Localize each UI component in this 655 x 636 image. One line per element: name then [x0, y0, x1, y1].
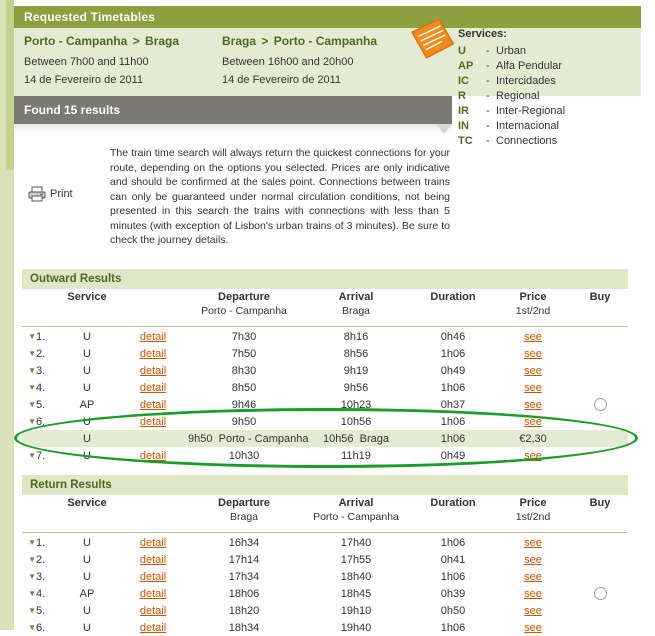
- row-duration: 1h06: [440, 347, 466, 360]
- services-legend-title: Services:: [458, 28, 507, 40]
- expand-toggle-icon[interactable]: ▼: [28, 332, 36, 341]
- col-arrival-label: Arrival: [338, 497, 374, 509]
- col-departure-station: Porto - Campanha: [201, 305, 287, 317]
- row-departure: 8h50: [231, 381, 257, 394]
- row-service: U: [83, 536, 91, 549]
- legend-code: R: [458, 90, 466, 102]
- expanded-spacer: [572, 430, 628, 447]
- row-arrival: 9h56: [343, 381, 369, 394]
- detail-link[interactable]: detail: [139, 570, 167, 583]
- table-row[interactable]: [22, 568, 628, 585]
- legend-dash: -: [486, 90, 490, 102]
- detail-link[interactable]: detail: [139, 364, 167, 377]
- left-rail-accent: [6, 0, 14, 170]
- legend-name: Connections: [496, 135, 558, 147]
- table-row[interactable]: [22, 413, 628, 430]
- expand-toggle-icon[interactable]: ▼: [28, 572, 36, 581]
- row-service: U: [83, 621, 91, 634]
- expand-toggle-icon[interactable]: ▼: [28, 555, 36, 564]
- col-arrival-station: Braga: [341, 305, 371, 317]
- col-detail: [118, 291, 188, 325]
- expand-toggle-icon[interactable]: ▼: [28, 417, 36, 426]
- row-duration: 0h49: [440, 449, 466, 462]
- legend-item: [458, 89, 648, 104]
- legend-name: Urban: [496, 45, 526, 57]
- row-service: U: [83, 570, 91, 583]
- return-results-table: [22, 497, 628, 636]
- row-index: 2.: [36, 347, 46, 360]
- row-index: 1.: [36, 536, 46, 549]
- row-departure: 7h50: [231, 347, 257, 360]
- col-departure-label: Departure: [218, 291, 270, 303]
- col-arrival-label: Arrival: [338, 291, 374, 303]
- legend-item: [458, 74, 648, 89]
- col-price-label: Price: [519, 497, 547, 509]
- legend-dash: -: [486, 45, 490, 57]
- row-departure: 18h34: [228, 621, 260, 634]
- row-duration: 1h06: [440, 415, 466, 428]
- row-buy: [572, 328, 628, 345]
- price-see-link[interactable]: see: [524, 604, 542, 617]
- col-price: [494, 497, 572, 531]
- expanded-spacer: [36, 430, 56, 447]
- disclaimer-text: The train time search will always return the quickest connections for your route, depending on the options you selected. Prices are only indicative and should be confirmed at the sales point. Connections between trains can only be guaranteed under normal circulation conditions, not being presented in this search the trains with connections with less than 5 minutes (with exception of Lisbon's urban trains of 3 minutes). Be sure to check the journey details.: [110, 147, 450, 246]
- detail-link[interactable]: detail: [139, 347, 167, 360]
- row-departure: 9h50: [231, 415, 257, 428]
- col-buy: Buy: [589, 291, 611, 303]
- table-row[interactable]: [22, 602, 628, 619]
- expand-toggle-icon[interactable]: ▼: [28, 451, 36, 460]
- route-return-arrow: >: [261, 34, 269, 48]
- route-outward-date: 14 de Fevereiro de 2011: [24, 74, 144, 86]
- expand-toggle-icon[interactable]: ▼: [28, 366, 36, 375]
- route-return-time-range: Between 16h00 and 20h00: [222, 56, 354, 68]
- legend-code: IN: [458, 120, 469, 132]
- detail-link[interactable]: detail: [139, 553, 167, 566]
- col-arrival: [300, 291, 412, 325]
- row-buy: [572, 534, 628, 551]
- legend-name: Regional: [496, 90, 540, 102]
- expanded-spacer: [22, 430, 36, 447]
- legend-dash: -: [486, 120, 490, 132]
- row-index: 3.: [36, 364, 46, 377]
- expanded-service: U: [83, 432, 91, 445]
- print-button[interactable]: [28, 186, 100, 208]
- row-arrival: 10h23: [340, 398, 372, 411]
- table-row[interactable]: [22, 379, 628, 396]
- row-departure: 16h34: [228, 536, 260, 549]
- row-arrival: 18h45: [340, 587, 372, 600]
- table-row[interactable]: [22, 534, 628, 551]
- page-title: Requested Timetables: [14, 6, 641, 28]
- legend-code: AP: [458, 60, 474, 72]
- price-see-link[interactable]: see: [524, 553, 542, 566]
- row-departure: 7h30: [231, 330, 257, 343]
- printer-icon: [28, 186, 46, 205]
- expanded-duration: 1h06: [440, 432, 466, 445]
- row-arrival: 19h40: [340, 621, 372, 634]
- col-departure: [188, 291, 300, 325]
- col-index: [36, 291, 56, 325]
- detail-link[interactable]: detail: [139, 330, 167, 343]
- col-duration: Duration: [430, 497, 476, 509]
- row-buy: [572, 551, 628, 568]
- legend-dash: -: [486, 135, 490, 147]
- row-departure: 17h14: [228, 553, 260, 566]
- route-outward: [24, 34, 224, 92]
- expanded-detail-row: [22, 430, 628, 447]
- table-row[interactable]: [22, 551, 628, 568]
- table-row[interactable]: [22, 328, 628, 345]
- row-arrival: 9h19: [343, 364, 369, 377]
- price-see-link[interactable]: see: [524, 587, 542, 600]
- price-see-link[interactable]: see: [524, 415, 542, 428]
- row-index: 3.: [36, 570, 46, 583]
- table-row[interactable]: [22, 362, 628, 379]
- expanded-departure-station: Porto - Campanha: [218, 432, 309, 445]
- row-service: U: [83, 381, 91, 394]
- table-row[interactable]: [22, 619, 628, 636]
- row-duration: 1h06: [440, 621, 466, 634]
- row-departure: 8h30: [231, 364, 257, 377]
- col-price-class: 1st/2nd: [515, 511, 551, 523]
- table-row[interactable]: [22, 447, 628, 464]
- col-expand: [22, 497, 36, 531]
- route-outward-to: Braga: [145, 34, 180, 48]
- route-outward-time-range: Between 7h00 and 11h00: [24, 56, 149, 68]
- detail-link[interactable]: detail: [139, 381, 167, 394]
- row-duration: 0h37: [440, 398, 466, 411]
- outward-results-heading: Outward Results: [22, 269, 628, 289]
- row-service: U: [83, 415, 91, 428]
- legend-code: IC: [458, 75, 469, 87]
- col-index: [36, 497, 56, 531]
- legend-item: [458, 59, 648, 74]
- row-index: 5.: [36, 604, 46, 617]
- col-duration: Duration: [430, 291, 476, 303]
- row-departure: 18h20: [228, 604, 260, 617]
- price-see-link[interactable]: see: [524, 536, 542, 549]
- detail-link[interactable]: detail: [139, 415, 167, 428]
- price-see-link[interactable]: see: [524, 364, 542, 377]
- expanded-arrival-station: Braga: [359, 432, 390, 445]
- col-detail: [118, 497, 188, 531]
- route-return-date: 14 de Fevereiro de 2011: [222, 74, 342, 86]
- buy-radio[interactable]: [594, 587, 607, 600]
- header-divider: [22, 326, 628, 327]
- row-arrival: 18h40: [340, 570, 372, 583]
- expand-toggle-icon[interactable]: ▼: [28, 400, 36, 409]
- row-arrival: 17h40: [340, 536, 372, 549]
- col-price-class: 1st/2nd: [515, 305, 551, 317]
- table-row[interactable]: [22, 345, 628, 362]
- row-duration: 1h06: [440, 536, 466, 549]
- legend-item: [458, 44, 648, 59]
- expand-toggle-icon[interactable]: ▼: [28, 606, 36, 615]
- legend-item: [458, 104, 648, 119]
- legend-name: Intercidades: [496, 75, 556, 87]
- route-outward-arrow: >: [132, 34, 140, 48]
- row-duration: 0h39: [440, 587, 466, 600]
- legend-code: U: [458, 45, 466, 57]
- col-buy: Buy: [589, 497, 611, 509]
- price-see-link[interactable]: see: [524, 381, 542, 394]
- row-duration: 0h46: [440, 330, 466, 343]
- legend-code: TC: [458, 135, 473, 147]
- col-price: [494, 291, 572, 325]
- row-index: 4.: [36, 587, 46, 600]
- legend-item: [458, 134, 648, 149]
- row-buy: [572, 568, 628, 585]
- row-buy: [572, 447, 628, 464]
- legend-name: Alfa Pendular: [496, 60, 563, 72]
- price-see-link[interactable]: see: [524, 330, 542, 343]
- row-service: U: [83, 553, 91, 566]
- expanded-arrival: [300, 430, 412, 447]
- expanded-spacer: [118, 430, 188, 447]
- row-buy: [572, 362, 628, 379]
- legend-name: Inter-Regional: [496, 105, 566, 117]
- row-service: U: [83, 364, 91, 377]
- col-service: Service: [67, 497, 107, 509]
- detail-link[interactable]: detail: [139, 604, 167, 617]
- row-buy: [572, 413, 628, 430]
- col-departure: [188, 497, 300, 531]
- expand-toggle-icon[interactable]: ▼: [28, 538, 36, 547]
- expand-toggle-icon[interactable]: ▼: [28, 589, 36, 598]
- col-arrival: [300, 497, 412, 531]
- row-departure: 17h34: [228, 570, 260, 583]
- row-buy[interactable]: [572, 396, 628, 413]
- col-price-label: Price: [519, 291, 547, 303]
- row-service: AP: [79, 398, 95, 411]
- price-see-link[interactable]: see: [524, 347, 542, 360]
- row-index: 5.: [36, 398, 46, 411]
- col-departure-station: Braga: [229, 511, 259, 523]
- legend-code: IR: [458, 105, 469, 117]
- legend-item: [458, 119, 648, 134]
- left-rail: [0, 0, 14, 630]
- detail-link[interactable]: detail: [139, 621, 167, 634]
- row-departure: 9h46: [231, 398, 257, 411]
- row-index: 7.: [36, 449, 46, 462]
- row-duration: 0h49: [440, 364, 466, 377]
- expanded-price: €2,30: [519, 432, 547, 445]
- route-outward-from: Porto - Campanha: [24, 34, 128, 48]
- detail-link[interactable]: detail: [139, 398, 167, 411]
- route-return-to: Porto - Campanha: [273, 34, 378, 48]
- expanded-departure: [188, 430, 309, 447]
- row-duration: 1h06: [440, 381, 466, 394]
- row-arrival: 19h10: [340, 604, 372, 617]
- row-duration: 0h41: [440, 553, 466, 566]
- price-see-link[interactable]: see: [524, 398, 542, 411]
- row-arrival: 8h16: [343, 330, 369, 343]
- outward-results-table: [22, 291, 628, 464]
- expanded-departure-time: 9h50: [188, 432, 213, 445]
- row-index: 6.: [36, 621, 46, 634]
- route-return-from: Braga: [222, 34, 257, 48]
- return-results-heading: Return Results: [22, 475, 628, 495]
- results-bar-shadow: [14, 124, 452, 134]
- buy-radio[interactable]: [594, 398, 607, 411]
- price-see-link[interactable]: see: [524, 621, 542, 634]
- row-arrival: 17h55: [340, 553, 372, 566]
- row-service: U: [83, 604, 91, 617]
- table-row[interactable]: [22, 396, 628, 413]
- row-index: 6.: [36, 415, 46, 428]
- row-arrival: 8h56: [343, 347, 369, 360]
- row-duration: 1h06: [440, 570, 466, 583]
- row-index: 1.: [36, 330, 46, 343]
- expand-toggle-icon[interactable]: ▼: [28, 349, 36, 358]
- print-label: Print: [50, 188, 73, 200]
- row-index: 4.: [36, 381, 46, 394]
- table-row[interactable]: [22, 585, 628, 602]
- row-service: AP: [79, 587, 95, 600]
- row-buy: [572, 345, 628, 362]
- price-see-link[interactable]: see: [524, 570, 542, 583]
- row-arrival: 10h56: [340, 415, 372, 428]
- header-divider: [22, 532, 628, 533]
- col-service: Service: [67, 291, 107, 303]
- services-legend: [458, 28, 648, 149]
- row-buy: [572, 619, 628, 636]
- detail-link[interactable]: detail: [139, 449, 167, 462]
- row-service: U: [83, 449, 91, 462]
- row-arrival: 11h19: [341, 449, 371, 462]
- legend-dash: -: [486, 60, 490, 72]
- col-departure-label: Departure: [218, 497, 270, 509]
- col-expand: [22, 291, 36, 325]
- row-buy: [572, 379, 628, 396]
- row-buy[interactable]: [572, 585, 628, 602]
- detail-link[interactable]: detail: [139, 536, 167, 549]
- legend-name: Internacional: [496, 120, 559, 132]
- row-index: 2.: [36, 553, 46, 566]
- row-departure: 10h30: [228, 449, 260, 462]
- expand-toggle-icon[interactable]: ▼: [28, 623, 36, 632]
- price-see-link[interactable]: see: [524, 449, 542, 462]
- expand-toggle-icon[interactable]: ▼: [28, 383, 36, 392]
- row-departure: 18h06: [228, 587, 260, 600]
- col-arrival-station: Porto - Campanha: [313, 511, 399, 523]
- row-service: U: [83, 330, 91, 343]
- row-service: U: [83, 347, 91, 360]
- route-outward-title: [24, 34, 224, 48]
- results-count-bar: Found 15 results: [14, 96, 452, 124]
- detail-link[interactable]: detail: [139, 587, 167, 600]
- row-buy: [572, 602, 628, 619]
- row-duration: 0h50: [440, 604, 466, 617]
- legend-dash: -: [486, 105, 490, 117]
- expanded-arrival-time: 10h56: [322, 432, 354, 445]
- legend-dash: -: [486, 75, 490, 87]
